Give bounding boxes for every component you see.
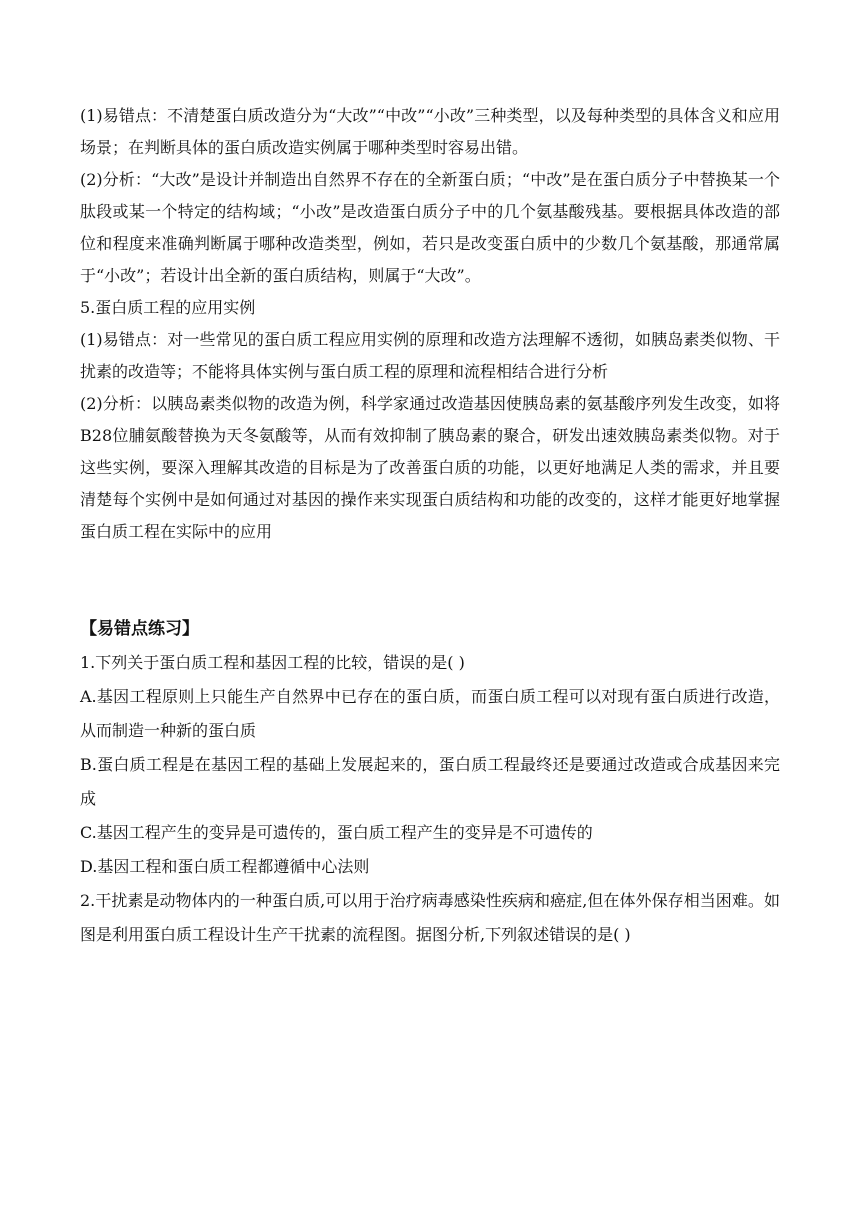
question-1-option-c: C.基因工程产生的变异是可遗传的，蛋白质工程产生的变异是不可遗传的 bbox=[80, 823, 593, 842]
question-2-stem: 2.干扰素是动物体内的一种蛋白质,可以用于治疗病毒感染性疾病和癌症,但在体外保存相当困难。如图是利用蛋白质工程设计生产干扰素的流程图。据图分析,下列叙述错误的是( ) bbox=[80, 891, 780, 944]
question-1 bbox=[80, 646, 780, 884]
section-4-block bbox=[80, 100, 780, 292]
practice-title: 【易错点练习】 bbox=[80, 619, 199, 639]
section-5-analysis: (2)分析：以胰岛素类似物的改造为例，科学家通过改造基因使胰岛素的氨基酸序列发生改变，如将B28位脯氨酸替换为天冬氨酸等，从而有效抑制了胰岛素的聚合，研发出速效胰岛素类似物。对于这些实例，要深入理解其改造的目标是为了改善蛋白质的功能，以更好地满足人类的需求，并且要清楚每个实例中是如何通过对基因的操作来实现蛋白质结构和功能的改变的，这样才能更好地掌握蛋白质工程在实际中的应用 bbox=[80, 394, 780, 541]
spacer bbox=[80, 548, 780, 612]
question-1-option-d: D.基因工程和蛋白质工程都遵循中心法则 bbox=[80, 857, 370, 876]
section-5-title: 5.蛋白质工程的应用实例 bbox=[80, 298, 256, 317]
section-5-block bbox=[80, 292, 780, 548]
practice-section bbox=[80, 612, 780, 952]
document-page bbox=[80, 100, 780, 952]
question-2 bbox=[80, 884, 780, 952]
section-4-analysis: (2)分析：“大改”是设计并制造出自然界不存在的全新蛋白质；“中改”是在蛋白质分子中替换某一个肽段或某一个特定的结构域；“小改”是改造蛋白质分子中的几个氨基酸残基。要根据具体改造的部位和程度来准确判断属于哪种改造类型，例如，若只是改变蛋白质中的少数几个氨基酸，那通常属于“小改”；若设计出全新的蛋白质结构，则属于“大改”。 bbox=[80, 170, 780, 285]
question-1-option-a: A.基因工程原则上只能生产自然界中已存在的蛋白质，而蛋白质工程可以对现有蛋白质进行改造，从而制造一种新的蛋白质 bbox=[80, 687, 780, 740]
question-1-stem: 1.下列关于蛋白质工程和基因工程的比较，错误的是( ) bbox=[80, 653, 465, 672]
section-5-mistake-point: (1)易错点：对一些常见的蛋白质工程应用实例的原理和改造方法理解不透彻，如胰岛素类似物、干扰素的改造等；不能将具体实例与蛋白质工程的原理和流程相结合进行分析 bbox=[80, 330, 780, 381]
question-1-option-b: B.蛋白质工程是在基因工程的基础上发展起来的，蛋白质工程最终还是要通过改造或合成基因来完成 bbox=[80, 755, 780, 808]
section-4-mistake-point: (1)易错点：不清楚蛋白质改造分为“大改”“中改”“小改”三种类型，以及每种类型的具体含义和应用场景；在判断具体的蛋白质改造实例属于哪种类型时容易出错。 bbox=[80, 106, 780, 157]
